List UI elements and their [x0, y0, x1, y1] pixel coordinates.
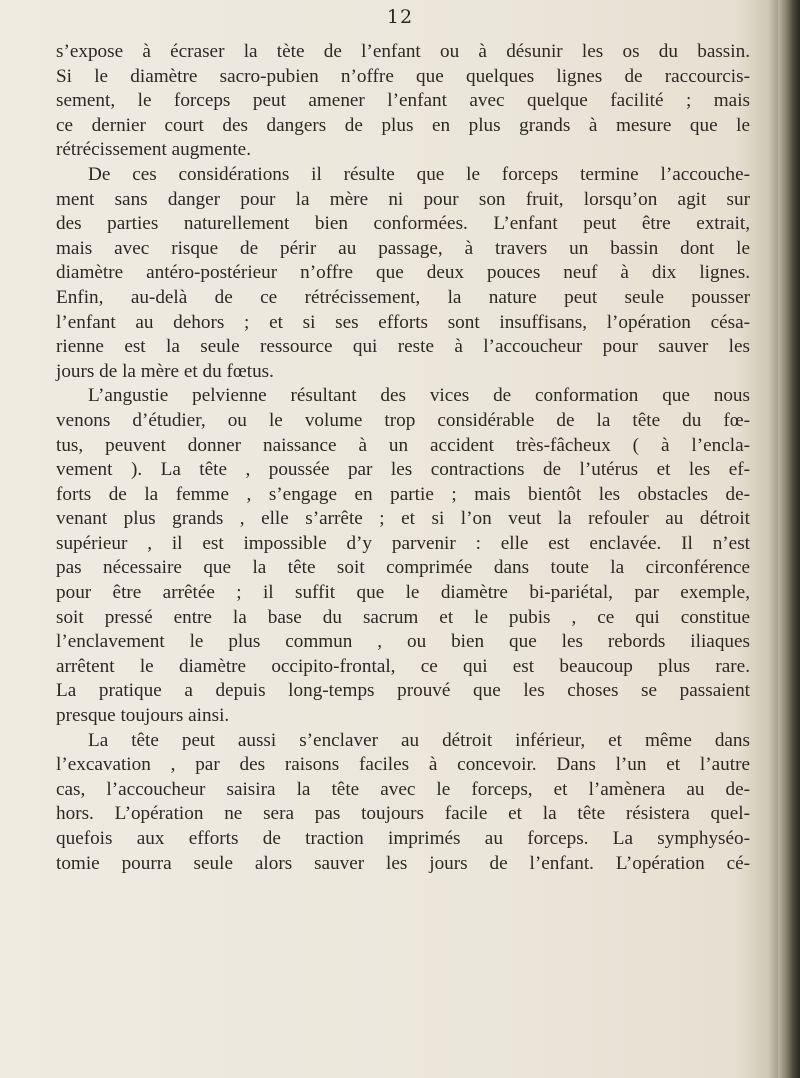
text-line: diamètre antéro-postérieur n’offre que deux pouces neuf à dix lignes. — [56, 262, 750, 284]
text-line: arrêtent le diamètre occipito-frontal, ce qui est beaucoup plus rare. — [56, 655, 750, 677]
body-text — [56, 40, 750, 876]
page-number: 12 — [386, 6, 414, 28]
text-line: l’enfant au dehors ; et si ses efforts sont insuffisans, l’opération césa- — [56, 311, 750, 333]
book-binding-edge — [778, 0, 800, 1078]
text-line: hors. L’opération ne sera pas toujours facile et la tête résistera quel- — [56, 803, 750, 825]
text-line: jours de la mère et du fœtus. — [56, 360, 274, 382]
text-line: des parties naturellement bien conformées. L’enfant peut être extrait, — [56, 213, 750, 235]
text-line: ment sans danger pour la mère ni pour son fruit, lorsqu’on agit sur — [56, 188, 750, 210]
text-line: La pratique a depuis long-temps prouvé que les choses se passaient — [56, 680, 750, 702]
text-line: pour être arrêtée ; il suffit que le diamètre bi-pariétal, par exemple, — [56, 582, 750, 604]
text-line: soit pressé entre la base du sacrum et le pubis , ce qui constitue — [56, 606, 750, 628]
text-line: tus, peuvent donner naissance à un accident très-fâcheux ( à l’encla- — [56, 434, 750, 456]
text-line: ce dernier court des dangers de plus en plus grands à mesure que le — [56, 114, 750, 136]
text-line: sement, le forceps peut amener l’enfant avec quelque facilité ; mais — [56, 90, 750, 112]
paragraph-start-line: La tête peut aussi s’enclaver au détroit inférieur, et même dans — [88, 729, 750, 751]
text-line: l’excavation , par des raisons faciles à concevoir. Dans l’un et l’autre — [56, 754, 750, 776]
text-line: quefois aux efforts de traction imprimés au forceps. La symphyséo- — [56, 828, 750, 849]
paragraph-start-line: De ces considérations il résulte que le forceps termine l’accouche- — [88, 163, 750, 185]
text-line: supérieur , il est impossible d’y parvenir : elle est enclavée. Il n’est — [56, 532, 750, 554]
text-line: forts de la femme , s’engage en partie ; mais bientôt les obstacles de- — [56, 483, 750, 505]
text-line: rienne est la seule ressource qui reste à l’accoucheur pour sauver les — [56, 336, 750, 358]
text-line: pas nécessaire que la tête soit comprimée dans toute la circonférence — [56, 557, 750, 579]
text-line: cas, l’accoucheur saisira la tête avec le forceps, et l’amènera au de- — [56, 778, 750, 800]
text-line: venons d’étudier, ou le volume trop considérable de la tête du fœ- — [56, 409, 750, 431]
text-line: Si le diamètre sacro-pubien n’offre que quelques lignes de raccourcis- — [56, 65, 750, 87]
paragraph-start-line: L’angustie pelvienne résultant des vices de conformation que nous — [88, 385, 750, 407]
text-line: l’enclavement le plus commun , ou bien que les rebords iliaques — [56, 631, 750, 653]
text-line: mais avec risque de périr au passage, à travers un bassin dont le — [56, 237, 750, 259]
text-line: venant plus grands , elle s’arrête ; et si l’on veut la refouler au détroit — [56, 508, 750, 530]
text-line: tomie pourra seule alors sauver les jours de l’enfant. L’opération cé- — [56, 852, 750, 874]
text-line: s’expose à écraser la tète de l’enfant ou à désunir les os du bassin. — [56, 41, 750, 62]
text-line: rétrécissement augmente. — [56, 139, 251, 161]
text-line: vement ). La tête , poussée par les contractions de l’utérus et les ef- — [56, 459, 750, 481]
text-line: Enfin, au-delà de ce rétrécissement, la nature peut seule pousser — [56, 286, 750, 308]
text-line: presque toujours ainsi. — [56, 705, 230, 727]
